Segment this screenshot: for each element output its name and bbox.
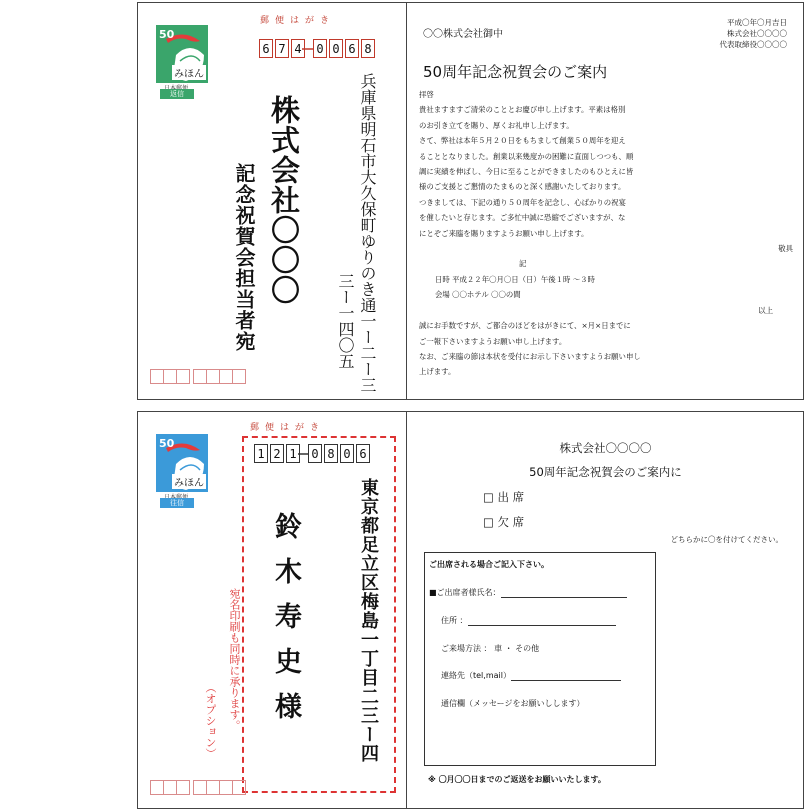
letter-line: さて、弊社は本年５月２０日をもちまして創業５０周年を迎え <box>419 136 626 146</box>
letter-note: なお、ご来臨の節は本状を受付にお示し下さいますようお願い申し <box>419 351 641 361</box>
reply-deadline: ※ 〇月〇〇日までのご返送をお願いいたします。 <box>428 775 606 784</box>
letter-addressee: 〇〇株式会社御中 <box>423 29 503 40</box>
name-field[interactable] <box>429 587 627 598</box>
address-label: 住所 ： <box>441 616 468 625</box>
form-box-title: ご出席される場合ご記入下さい。 <box>429 560 549 569</box>
zip-digit: 8 <box>361 39 375 58</box>
option-note-sub: （オプション） <box>204 682 217 759</box>
letter-sender-company: 株式会社〇〇〇〇 <box>727 29 787 38</box>
sender-address: 兵庫県明石市大久保町ゆりのき通一ー二ー三 <box>358 73 377 393</box>
letter-sender-rep: 代表取締役〇〇〇〇 <box>719 40 787 49</box>
name-line <box>501 587 627 598</box>
card-divider <box>406 3 407 399</box>
zip-digit: 6 <box>259 39 273 58</box>
zip-digit: 1 <box>254 444 268 463</box>
letter-body <box>419 87 793 380</box>
form-instruction: どちらかに〇を付けてください。 <box>670 535 783 544</box>
letter-title: 50周年記念祝賀会のご案内 <box>423 63 608 81</box>
postal-label: 郵便はがき <box>260 16 336 26</box>
zip-digit: 7 <box>275 39 289 58</box>
stamp-mark: 返信 <box>160 89 194 99</box>
letter-line: 貴社ますますご清栄のこととお慶び申し上げます。平素は格別 <box>419 105 626 115</box>
outgoing-postcard <box>137 411 804 809</box>
zip-digit: 8 <box>324 444 338 463</box>
letter-line: 調に実績を伸ばし、今日に至ることができましたのもひとえに皆 <box>419 167 634 177</box>
letter-line: 様のご支援とご懇情のたまものと深く感謝いたしております。 <box>419 182 626 192</box>
address-field[interactable] <box>441 615 616 626</box>
message-field[interactable]: 通信欄（メッセージをお願いしします） <box>441 699 585 708</box>
contact-line <box>511 670 621 681</box>
zip-digit: 1 <box>286 444 300 463</box>
letter-datetime: 日時 平成２２年〇月〇日（日）午後１時 ～３時 <box>435 274 595 284</box>
letter-closing: 敬具 <box>778 244 793 254</box>
attendee-form-box <box>424 552 656 766</box>
reply-stamp <box>156 25 208 97</box>
recipient-department: 記念祝賀会担当者宛 <box>232 163 256 352</box>
zip-hyphen <box>302 47 314 51</box>
contact-label: 連絡先（tel,mail） <box>441 671 511 680</box>
name-label: ■ご出席者様氏名： <box>429 588 501 597</box>
letter-line: のお引き立てを賜り、厚くお礼申し上げます。 <box>419 120 574 130</box>
letter-line: にとぞご来臨を賜りますようお願い申し上げます。 <box>419 228 589 238</box>
zip-digit: 6 <box>356 444 370 463</box>
letter-line: を催したいと存じます。ご多忙中誠に恐縮でございますが、な <box>419 213 626 223</box>
zip-hyphen <box>298 452 308 456</box>
absent-option[interactable]: □ 欠 席 <box>483 515 525 529</box>
outgoing-stamp <box>156 434 208 506</box>
form-company: 株式会社〇〇〇〇 <box>559 441 652 455</box>
attend-option[interactable]: □ 出 席 <box>483 490 525 504</box>
letter-venue: 会場 〇〇ホテル 〇〇の間 <box>435 290 521 300</box>
letter-line: ることとなりました。創業以来幾度かの困難に直面しつつも、順 <box>419 151 634 161</box>
letter-ki: 記 <box>519 259 527 269</box>
stamp-value: 50 <box>159 28 175 41</box>
letter-line: つきましては、下記の通り５０周年を記念し、心ばかりの祝宴 <box>419 197 626 207</box>
letter-date: 平成〇年〇月吉日 <box>727 18 787 27</box>
letter-ijou: 以上 <box>758 305 773 315</box>
zip-digit: 0 <box>340 444 354 463</box>
letter-note: 上げます。 <box>419 367 456 377</box>
zip-digit: 0 <box>329 39 343 58</box>
zip-digit: 0 <box>313 39 327 58</box>
sender-address-number: 三ー一四〇五 <box>336 273 355 369</box>
recipient-name: 鈴木寿史様 <box>270 512 301 737</box>
zip-digit: 0 <box>308 444 322 463</box>
address-line <box>468 615 616 626</box>
recipient-company: 株式会社〇〇〇 <box>267 95 301 305</box>
transport-field[interactable]: ご来場方法 ： 車 ・ その他 <box>441 644 540 653</box>
form-subject: 50周年記念祝賀会のご案内に <box>529 465 682 479</box>
zip-digit: 4 <box>291 39 305 58</box>
letter-note: ご一報下さいますようお願い申し上げます。 <box>419 336 567 346</box>
stamp-brand: みほん <box>172 65 206 80</box>
stamp-brand: みほん <box>172 474 206 489</box>
zip-digit: 2 <box>270 444 284 463</box>
recipient-address: 東京都足立区梅島一丁目二三ー四 <box>358 478 379 763</box>
letter-greeting: 拝啓 <box>419 90 434 99</box>
letter-note: 誠にお手数ですが、ご都合のほどをはがきにて、×月×日までに <box>419 321 631 331</box>
stamp-mark: 往信 <box>160 498 194 508</box>
postal-label: 郵便はがき <box>250 423 326 433</box>
zip-digit: 6 <box>345 39 359 58</box>
option-note: 宛名印刷も同時に承ります。 <box>228 588 241 731</box>
letter-sender-block <box>667 17 787 50</box>
stamp-value: 50 <box>159 437 175 450</box>
contact-field[interactable] <box>441 670 621 681</box>
reply-postcard <box>137 2 804 400</box>
